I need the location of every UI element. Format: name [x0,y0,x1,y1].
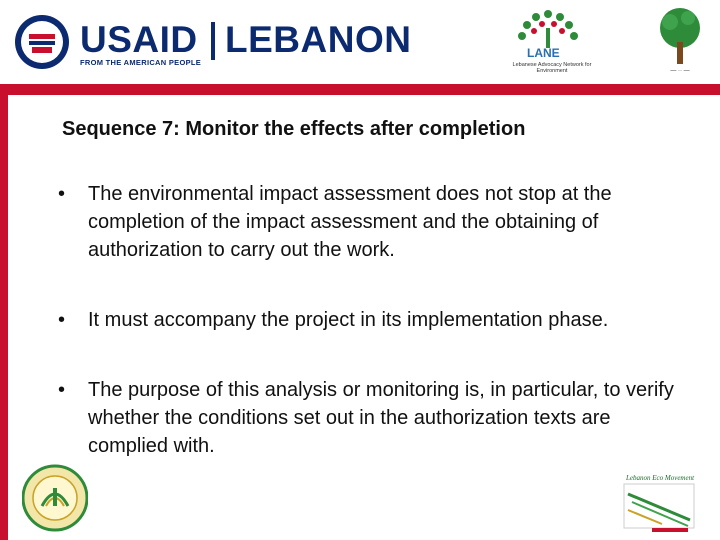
bullet-text: It must accompany the project in its implementation phase. [88,309,609,331]
list-item [58,376,688,460]
slide-title: Sequence 7: Monitor the effects after completion [62,118,526,140]
usaid-seal-icon [14,14,70,70]
header-logo-bar [0,0,720,84]
usaid-wordmark: USAID [80,19,198,60]
lane-name: LANE [527,46,560,60]
bullet-text: The environmental impact assessment does not stop at the completion of the impact assessment and the obtaining of authorization to carry out the work. [88,183,612,261]
usaid-tagline: FROM THE AMERICAN PEOPLE [80,58,202,67]
lane-subtitle: Lebanese Advocacy Network for Environment [512,62,592,74]
bullet-text: The purpose of this analysis or monitoring is, in particular, to verify whether the conditions set out in the authorization texts are complied with. [88,379,674,457]
list-item [58,306,688,334]
header-red-stripe [0,84,720,95]
left-red-stripe [0,95,8,540]
tree-logo-caption: — ·· — [670,68,690,74]
bullet-icon: • [58,309,66,331]
eco-movement-title: Lebanon Eco Movement [626,474,695,482]
tree-logo-icon [652,6,708,68]
usaid-country-name: LEBANON [225,19,412,60]
bullet-list [58,180,688,460]
list-item [58,180,688,264]
university-seal-icon [22,462,88,534]
brand-divider [211,22,215,60]
bullet-icon: • [58,379,66,401]
bullet-icon: • [58,183,66,205]
